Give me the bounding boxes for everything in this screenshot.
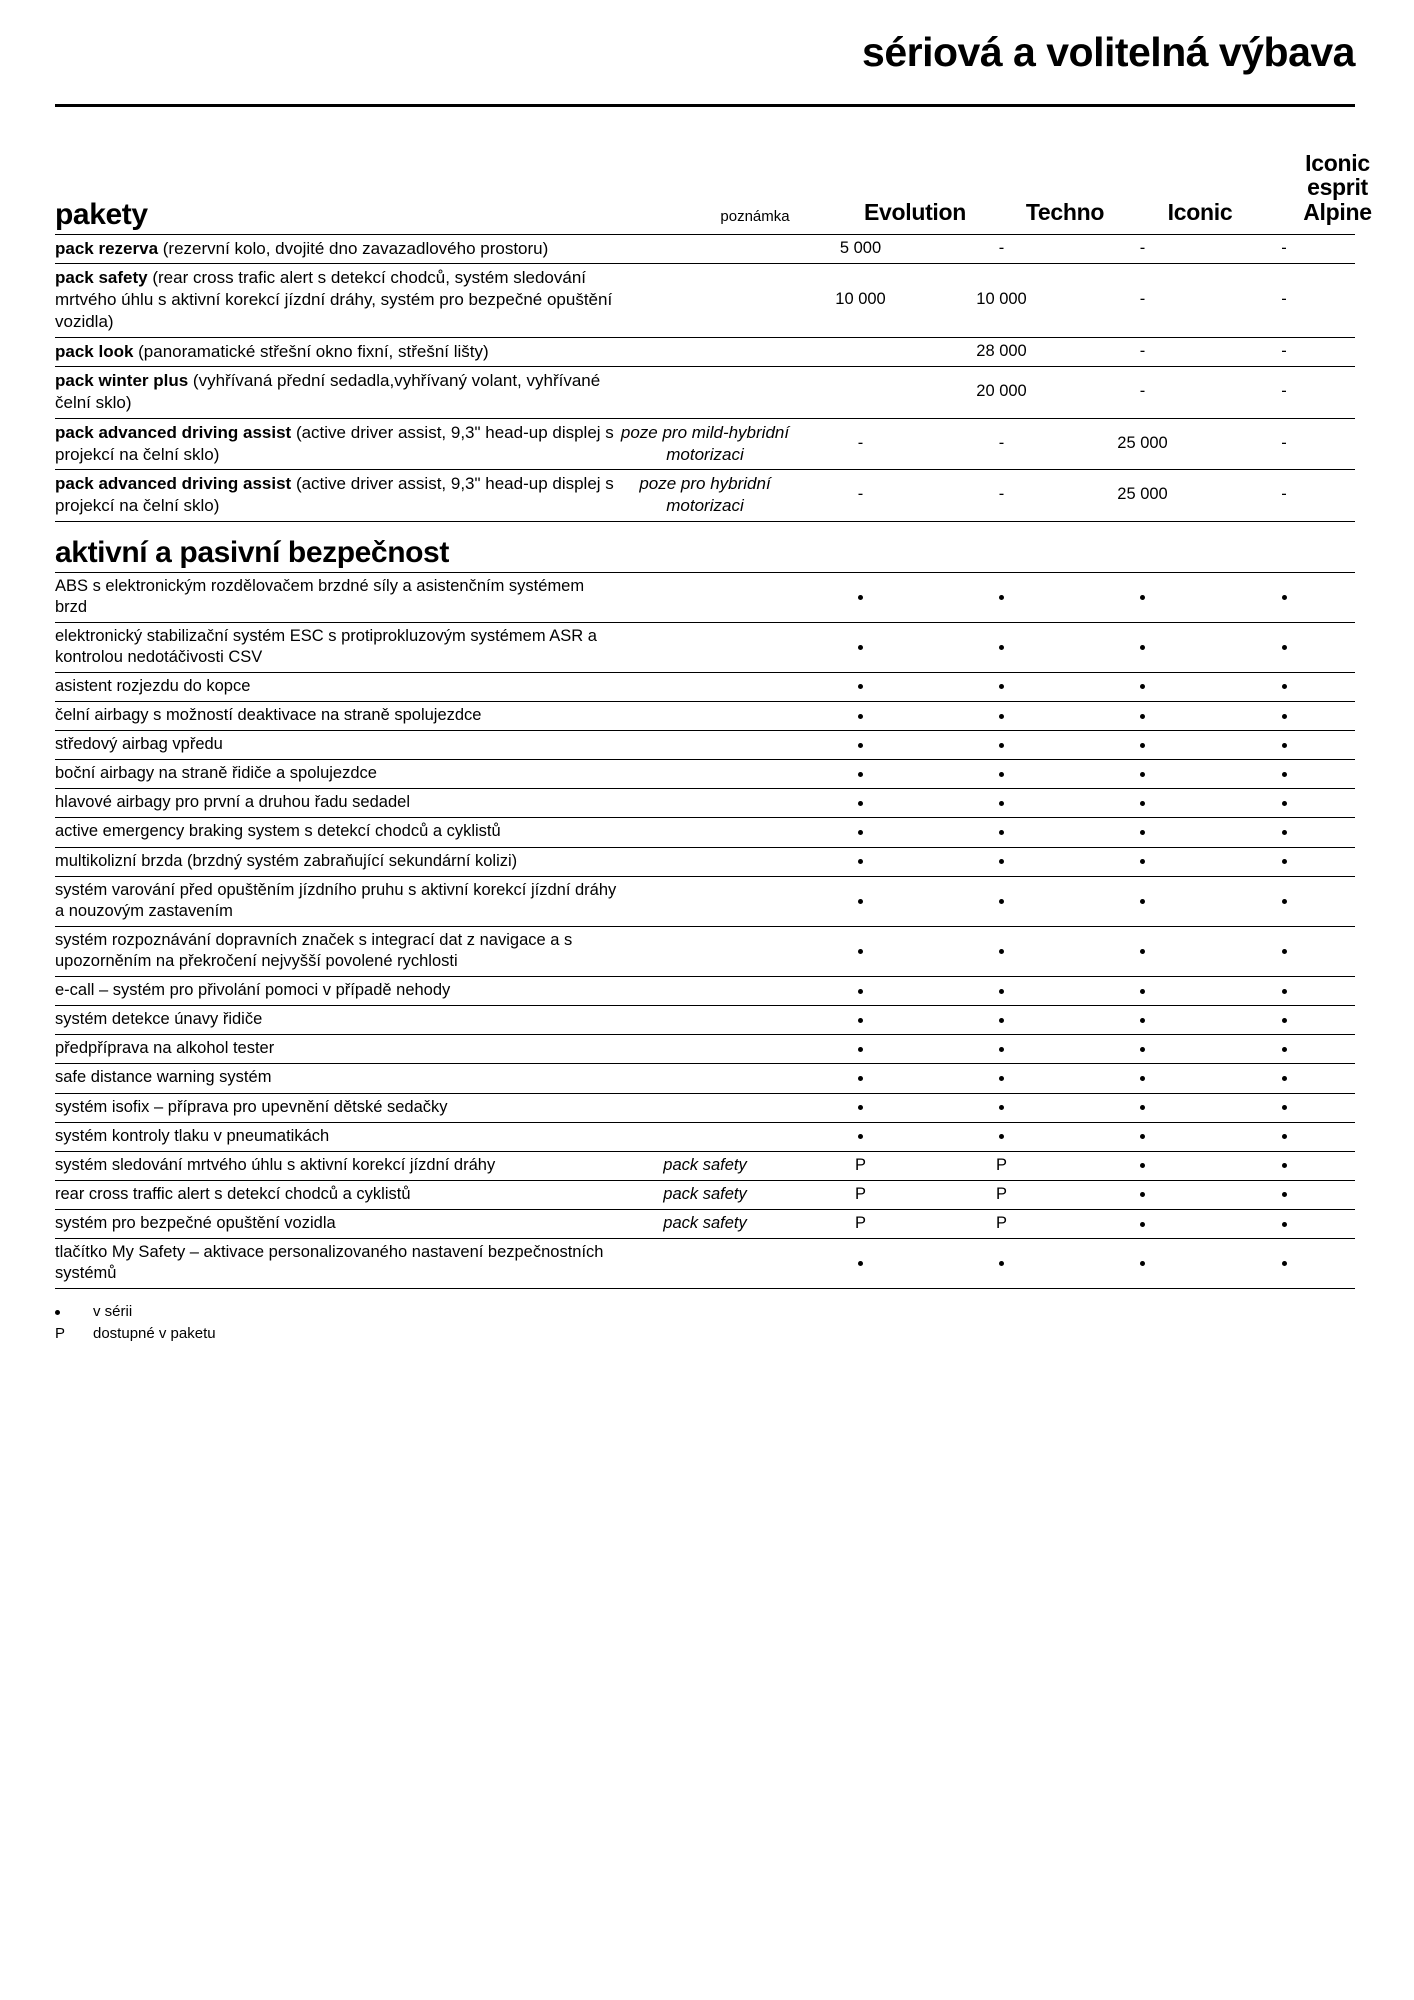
row-note <box>620 672 790 701</box>
row-note: pack safety <box>663 1155 747 1174</box>
cell-unavailable: - <box>1281 290 1287 309</box>
cell-price: 10 000 <box>976 290 1027 309</box>
spec-table-pakety <box>55 234 1355 522</box>
cell-standard <box>790 1239 931 1289</box>
row-label: e-call – systém pro přivolání pomoci v případě nehody <box>55 981 451 1000</box>
cell-standard <box>790 622 931 672</box>
row-label: elektronický stabilizační systém ESC s protiprokluzovým systémem ASR a kontrolou nedotáčivosti CSV <box>55 626 597 666</box>
table-row <box>55 977 1355 1006</box>
dot-icon <box>999 801 1004 806</box>
dot-icon <box>1140 772 1145 777</box>
table-row <box>55 847 1355 876</box>
cell-package: P <box>854 1184 866 1203</box>
cell-standard <box>1072 1064 1213 1093</box>
section-title-pakety: pakety <box>55 198 148 231</box>
row-note <box>620 234 790 264</box>
dot-icon <box>858 949 863 954</box>
dot-icon <box>999 1134 1004 1139</box>
dot-icon <box>858 714 863 719</box>
legend-label-package: dostupné v paketu <box>93 1324 216 1342</box>
cell-price: 20 000 <box>976 382 1027 401</box>
cell-standard <box>931 1093 1072 1122</box>
cell-standard <box>790 1093 931 1122</box>
row-label: asistent rozjezdu do kopce <box>55 676 251 695</box>
table-row <box>55 337 1355 367</box>
table-row <box>55 572 1355 622</box>
cell-unavailable: - <box>1281 238 1287 257</box>
cell-standard <box>790 818 931 847</box>
legend-row-series <box>55 1301 216 1323</box>
dot-icon <box>1282 801 1287 806</box>
row-label: systém kontroly tlaku v pneumatikách <box>55 1126 330 1145</box>
cell-standard <box>1213 1006 1355 1035</box>
row-note <box>620 622 790 672</box>
cell-standard <box>1072 926 1213 976</box>
dot-icon <box>1282 1018 1287 1023</box>
dot-icon <box>1140 989 1145 994</box>
cell-standard <box>931 977 1072 1006</box>
cell-standard <box>1213 876 1355 926</box>
cell-unavailable: - <box>1281 485 1287 504</box>
cell-package: P <box>995 1214 1007 1233</box>
cell-standard <box>790 876 931 926</box>
row-note: poze pro mild-hybridní motorizaci <box>620 422 790 464</box>
cell-standard <box>1072 1239 1213 1289</box>
cell-unavailable: - <box>998 238 1005 257</box>
cell-standard <box>931 1064 1072 1093</box>
row-note: poze pro hybridní motorizaci <box>639 474 771 515</box>
cell-standard <box>931 672 1072 701</box>
row-note <box>620 1064 790 1093</box>
cell-standard <box>1072 1210 1213 1239</box>
cell-standard <box>1213 622 1355 672</box>
dot-icon <box>1282 1163 1287 1168</box>
row-label: systém isofix – příprava pro upevnění dětské sedačky <box>55 1097 448 1116</box>
dot-icon <box>999 1105 1004 1110</box>
table-row <box>55 1151 1355 1180</box>
cell-standard <box>1213 977 1355 1006</box>
document-header <box>55 30 1355 75</box>
cell-standard <box>1072 672 1213 701</box>
row-label: systém detekce únavy řidiče <box>55 1010 263 1029</box>
dot-icon <box>1140 949 1145 954</box>
row-label: boční airbagy na straně řidiče a spolujezdce <box>55 764 377 783</box>
table-row <box>55 1006 1355 1035</box>
table-row <box>55 418 1355 470</box>
cell-standard <box>790 926 931 976</box>
table-row <box>55 622 1355 672</box>
row-label: systém sledování mrtvého úhlu s aktivní korekcí jízdní dráhy <box>55 1155 496 1174</box>
table-row <box>55 702 1355 731</box>
cell-standard <box>1072 1035 1213 1064</box>
legend-dot-icon <box>55 1301 93 1323</box>
table-row <box>55 1210 1355 1239</box>
cell-standard <box>790 572 931 622</box>
cell-unavailable: - <box>857 433 864 452</box>
table-row <box>55 264 1355 337</box>
dot-icon <box>999 772 1004 777</box>
dot-icon <box>858 1105 863 1110</box>
dot-icon <box>858 1076 863 1081</box>
row-note <box>620 702 790 731</box>
row-label: pack rezerva (rezervní kolo, dvojité dno zavazadlového prostoru) <box>55 238 549 258</box>
dot-icon <box>1282 859 1287 864</box>
table-row <box>55 926 1355 976</box>
cell-standard <box>790 1006 931 1035</box>
dot-icon <box>1282 899 1287 904</box>
dot-icon <box>1140 645 1145 650</box>
row-label: rear cross traffic alert s detekcí chodců a cyklistů <box>55 1184 411 1203</box>
dot-icon <box>1140 1134 1145 1139</box>
cell-standard <box>1213 818 1355 847</box>
row-label: tlačítko My Safety – aktivace personalizovaného nastavení bezpečnostních systémů <box>55 1243 604 1283</box>
row-note <box>620 926 790 976</box>
cell-unavailable: - <box>1139 238 1146 257</box>
cell-standard <box>1213 926 1355 976</box>
dot-icon <box>1140 1018 1145 1023</box>
dot-icon <box>1282 714 1287 719</box>
cell-standard <box>790 672 931 701</box>
dot-icon <box>1140 1076 1145 1081</box>
column-header-techno: Techno <box>1025 199 1105 226</box>
cell-standard <box>1072 847 1213 876</box>
cell-standard <box>790 1122 931 1151</box>
row-note <box>620 847 790 876</box>
cell-standard <box>931 789 1072 818</box>
dot-icon <box>999 989 1004 994</box>
dot-icon <box>1140 899 1145 904</box>
dot-icon <box>1282 1261 1287 1266</box>
row-note <box>620 789 790 818</box>
cell-standard <box>931 702 1072 731</box>
page-title: sériová a volitelná výbava <box>862 29 1355 75</box>
header-divider <box>55 104 1355 107</box>
row-label: ABS s elektronickým rozdělovačem brzdné síly a asistenčním systémem brzd <box>55 576 585 616</box>
row-label: pack look (panoramatické střešní okno fixní, střešní lišty) <box>55 341 489 361</box>
dot-icon <box>1282 772 1287 777</box>
dot-icon <box>858 1018 863 1023</box>
dot-icon <box>999 1261 1004 1266</box>
dot-icon <box>999 1047 1004 1052</box>
table-body-pakety <box>55 234 1355 521</box>
row-note <box>620 731 790 760</box>
cell-standard <box>790 1064 931 1093</box>
cell-standard <box>931 731 1072 760</box>
cell-price <box>790 367 931 419</box>
section-pakety <box>55 198 1355 522</box>
cell-standard <box>1072 1151 1213 1180</box>
dot-icon <box>1140 1192 1145 1197</box>
dot-icon <box>858 830 863 835</box>
row-label: active emergency braking system s detekcí chodců a cyklistů <box>55 822 501 841</box>
dot-icon <box>858 743 863 748</box>
table-row <box>55 1239 1355 1289</box>
dot-icon <box>1140 714 1145 719</box>
row-note <box>620 1006 790 1035</box>
dot-icon <box>858 645 863 650</box>
dot-icon <box>1282 1047 1287 1052</box>
dot-icon <box>999 595 1004 600</box>
cell-price: 25 000 <box>1117 433 1168 452</box>
dot-icon <box>999 743 1004 748</box>
section-bezpecnost <box>55 536 1355 1289</box>
cell-unavailable: - <box>998 485 1005 504</box>
table-row <box>55 1093 1355 1122</box>
cell-standard <box>1213 847 1355 876</box>
legend-p-symbol: P <box>55 1324 66 1342</box>
table-row <box>55 818 1355 847</box>
cell-unavailable: - <box>1281 382 1287 401</box>
cell-unavailable: - <box>1281 433 1287 452</box>
table-row <box>55 1064 1355 1093</box>
table-row <box>55 1035 1355 1064</box>
dot-icon <box>1140 1163 1145 1168</box>
cell-standard <box>931 1239 1072 1289</box>
dot-icon <box>858 1261 863 1266</box>
dot-icon <box>999 1076 1004 1081</box>
cell-standard <box>1072 572 1213 622</box>
row-note <box>620 760 790 789</box>
dot-icon <box>1282 595 1287 600</box>
row-label: předpříprava na alkohol tester <box>55 1039 275 1058</box>
cell-standard <box>1213 572 1355 622</box>
cell-standard <box>1213 1239 1355 1289</box>
table-row <box>55 672 1355 701</box>
dot-icon <box>999 949 1004 954</box>
table-row <box>55 760 1355 789</box>
dot-icon <box>1140 1222 1145 1227</box>
column-header-iconic-esprit-alpine: Iconic esprit Alpine <box>1303 149 1372 226</box>
dot-icon <box>1140 743 1145 748</box>
cell-standard <box>790 1035 931 1064</box>
cell-standard <box>931 622 1072 672</box>
table-row <box>55 1180 1355 1209</box>
dot-icon <box>858 595 863 600</box>
cell-standard <box>1213 1151 1355 1180</box>
cell-standard <box>931 876 1072 926</box>
dot-icon <box>999 1018 1004 1023</box>
cell-price: 5 000 <box>839 238 882 257</box>
dot-icon <box>858 684 863 689</box>
cell-standard <box>931 760 1072 789</box>
row-label: systém pro bezpečné opuštění vozidla <box>55 1214 336 1233</box>
cell-standard <box>1072 702 1213 731</box>
cell-standard <box>931 1122 1072 1151</box>
row-label: středový airbag vpředu <box>55 735 223 754</box>
dot-icon <box>1140 859 1145 864</box>
dot-icon <box>858 989 863 994</box>
dot-icon <box>999 899 1004 904</box>
cell-standard <box>1213 1210 1355 1239</box>
cell-standard <box>1072 818 1213 847</box>
table-row <box>55 470 1355 522</box>
row-note <box>620 977 790 1006</box>
dot-icon <box>1140 1261 1145 1266</box>
dot-icon <box>999 714 1004 719</box>
row-label: multikolizní brzda (brzdný systém zabraňující sekundární kolizi) <box>55 851 518 870</box>
row-note: pack safety <box>663 1184 747 1203</box>
column-header-poznamka: poznámka <box>720 207 790 225</box>
cell-unavailable: - <box>1139 290 1146 309</box>
cell-standard <box>1213 1180 1355 1209</box>
dot-icon <box>999 684 1004 689</box>
dot-icon <box>1282 1222 1287 1227</box>
dot-icon <box>1140 801 1145 806</box>
dot-icon <box>1282 830 1287 835</box>
row-label: systém rozpoznávání dopravních značek s integrací dat z navigace a s upozorněním na překročení nejvyšší povolené rychlosti <box>55 930 573 971</box>
legend-label-series: v sérii <box>93 1303 133 1320</box>
cell-standard <box>790 847 931 876</box>
row-label: pack advanced driving assist (active driver assist, 9,3" head-up displej s projekcí na čelní sklo) <box>55 474 614 515</box>
table-row <box>55 789 1355 818</box>
cell-standard <box>790 977 931 1006</box>
row-note <box>620 876 790 926</box>
dot-icon <box>1140 1105 1145 1110</box>
cell-standard <box>790 760 931 789</box>
cell-standard <box>1213 1035 1355 1064</box>
cell-standard <box>1213 760 1355 789</box>
cell-price: 28 000 <box>976 341 1027 360</box>
row-label: safe distance warning systém <box>55 1068 272 1087</box>
cell-standard <box>1213 1122 1355 1151</box>
cell-standard <box>1213 1064 1355 1093</box>
table-row <box>55 731 1355 760</box>
cell-unavailable: - <box>1139 382 1146 401</box>
row-note <box>620 367 790 419</box>
dot-icon <box>999 859 1004 864</box>
row-note <box>620 572 790 622</box>
row-label: čelní airbagy s možností deaktivace na straně spolujezdce <box>55 706 482 725</box>
row-note <box>620 337 790 367</box>
section-title-bezpecnost: aktivní a pasivní bezpečnost <box>55 536 449 569</box>
cell-price <box>790 337 931 367</box>
cell-standard <box>931 1035 1072 1064</box>
column-header-evolution: Evolution <box>863 199 967 226</box>
spec-table-bezpecnost <box>55 572 1355 1290</box>
table-row <box>55 1122 1355 1151</box>
dot-icon <box>1282 743 1287 748</box>
cell-standard <box>1072 1093 1213 1122</box>
legend-row-package <box>55 1323 216 1345</box>
row-label: systém varování před opuštěním jízdního pruhu s aktivní korekcí jízdní dráhy a nouzovým zastavením <box>55 880 617 920</box>
dot-icon <box>1140 1047 1145 1052</box>
cell-standard <box>1213 672 1355 701</box>
dot-icon <box>1282 1192 1287 1197</box>
dot-icon <box>858 1047 863 1052</box>
table-body-bezpecnost <box>55 572 1355 1289</box>
cell-package: P <box>854 1214 866 1233</box>
cell-unavailable: - <box>1281 341 1287 360</box>
cell-standard <box>1072 977 1213 1006</box>
cell-unavailable: - <box>998 433 1005 452</box>
row-note <box>620 818 790 847</box>
dot-icon <box>858 772 863 777</box>
dot-icon <box>858 801 863 806</box>
dot-icon <box>999 645 1004 650</box>
row-label: pack safety (rear cross trafic alert s detekcí chodců, systém sledování mrtvého úhlu s aktivní korekcí jízdní dráhy, systém pro bezpečné opuštění vozidla) <box>55 268 613 331</box>
cell-standard <box>931 572 1072 622</box>
dot-icon <box>1140 684 1145 689</box>
cell-standard <box>1072 731 1213 760</box>
dot-icon <box>999 830 1004 835</box>
row-label: pack advanced driving assist (active driver assist, 9,3" head-up displej s projekcí na čelní sklo) <box>55 422 614 464</box>
cell-standard <box>1072 760 1213 789</box>
cell-unavailable: - <box>1139 341 1146 360</box>
table-row <box>55 876 1355 926</box>
cell-standard <box>790 731 931 760</box>
cell-standard <box>790 702 931 731</box>
cell-standard <box>931 847 1072 876</box>
cell-standard <box>1213 789 1355 818</box>
dot-icon <box>1282 949 1287 954</box>
dot-icon <box>1282 1076 1287 1081</box>
table-row <box>55 234 1355 264</box>
cell-price: 10 000 <box>835 290 886 309</box>
dot-icon <box>858 859 863 864</box>
cell-standard <box>1072 1122 1213 1151</box>
row-note <box>620 1035 790 1064</box>
dot-icon <box>858 1134 863 1139</box>
dot-icon <box>1282 989 1287 994</box>
cell-standard <box>1213 702 1355 731</box>
dot-icon <box>1282 1134 1287 1139</box>
dot-icon <box>1282 645 1287 650</box>
cell-package: P <box>995 1184 1007 1203</box>
row-note: pack safety <box>663 1214 747 1233</box>
row-note <box>620 1239 790 1289</box>
cell-standard <box>1213 731 1355 760</box>
cell-standard <box>1213 1093 1355 1122</box>
row-label: pack winter plus (vyhřívaná přední sedadla,vyhřívaný volant, vyhřívané čelní sklo) <box>55 371 601 412</box>
cell-package: P <box>854 1155 866 1174</box>
cell-standard <box>1072 622 1213 672</box>
dot-icon <box>1140 595 1145 600</box>
row-note <box>620 1122 790 1151</box>
dot-icon <box>858 899 863 904</box>
cell-standard <box>790 789 931 818</box>
dot-icon <box>1140 830 1145 835</box>
column-header-iconic: Iconic <box>1167 199 1233 226</box>
dot-icon <box>1282 1105 1287 1110</box>
cell-standard <box>1072 1180 1213 1209</box>
cell-standard <box>931 818 1072 847</box>
cell-standard <box>931 926 1072 976</box>
table-row <box>55 367 1355 419</box>
cell-standard <box>931 1006 1072 1035</box>
dot-icon <box>1282 684 1287 689</box>
cell-price: 25 000 <box>1117 485 1168 504</box>
row-label: hlavové airbagy pro první a druhou řadu sedadel <box>55 793 410 812</box>
row-note <box>620 1093 790 1122</box>
cell-standard <box>1072 876 1213 926</box>
cell-standard <box>1072 789 1213 818</box>
cell-unavailable: - <box>857 485 864 504</box>
cell-package: P <box>995 1155 1007 1174</box>
cell-standard <box>1072 1006 1213 1035</box>
row-note <box>620 264 790 337</box>
legend <box>55 1301 216 1345</box>
